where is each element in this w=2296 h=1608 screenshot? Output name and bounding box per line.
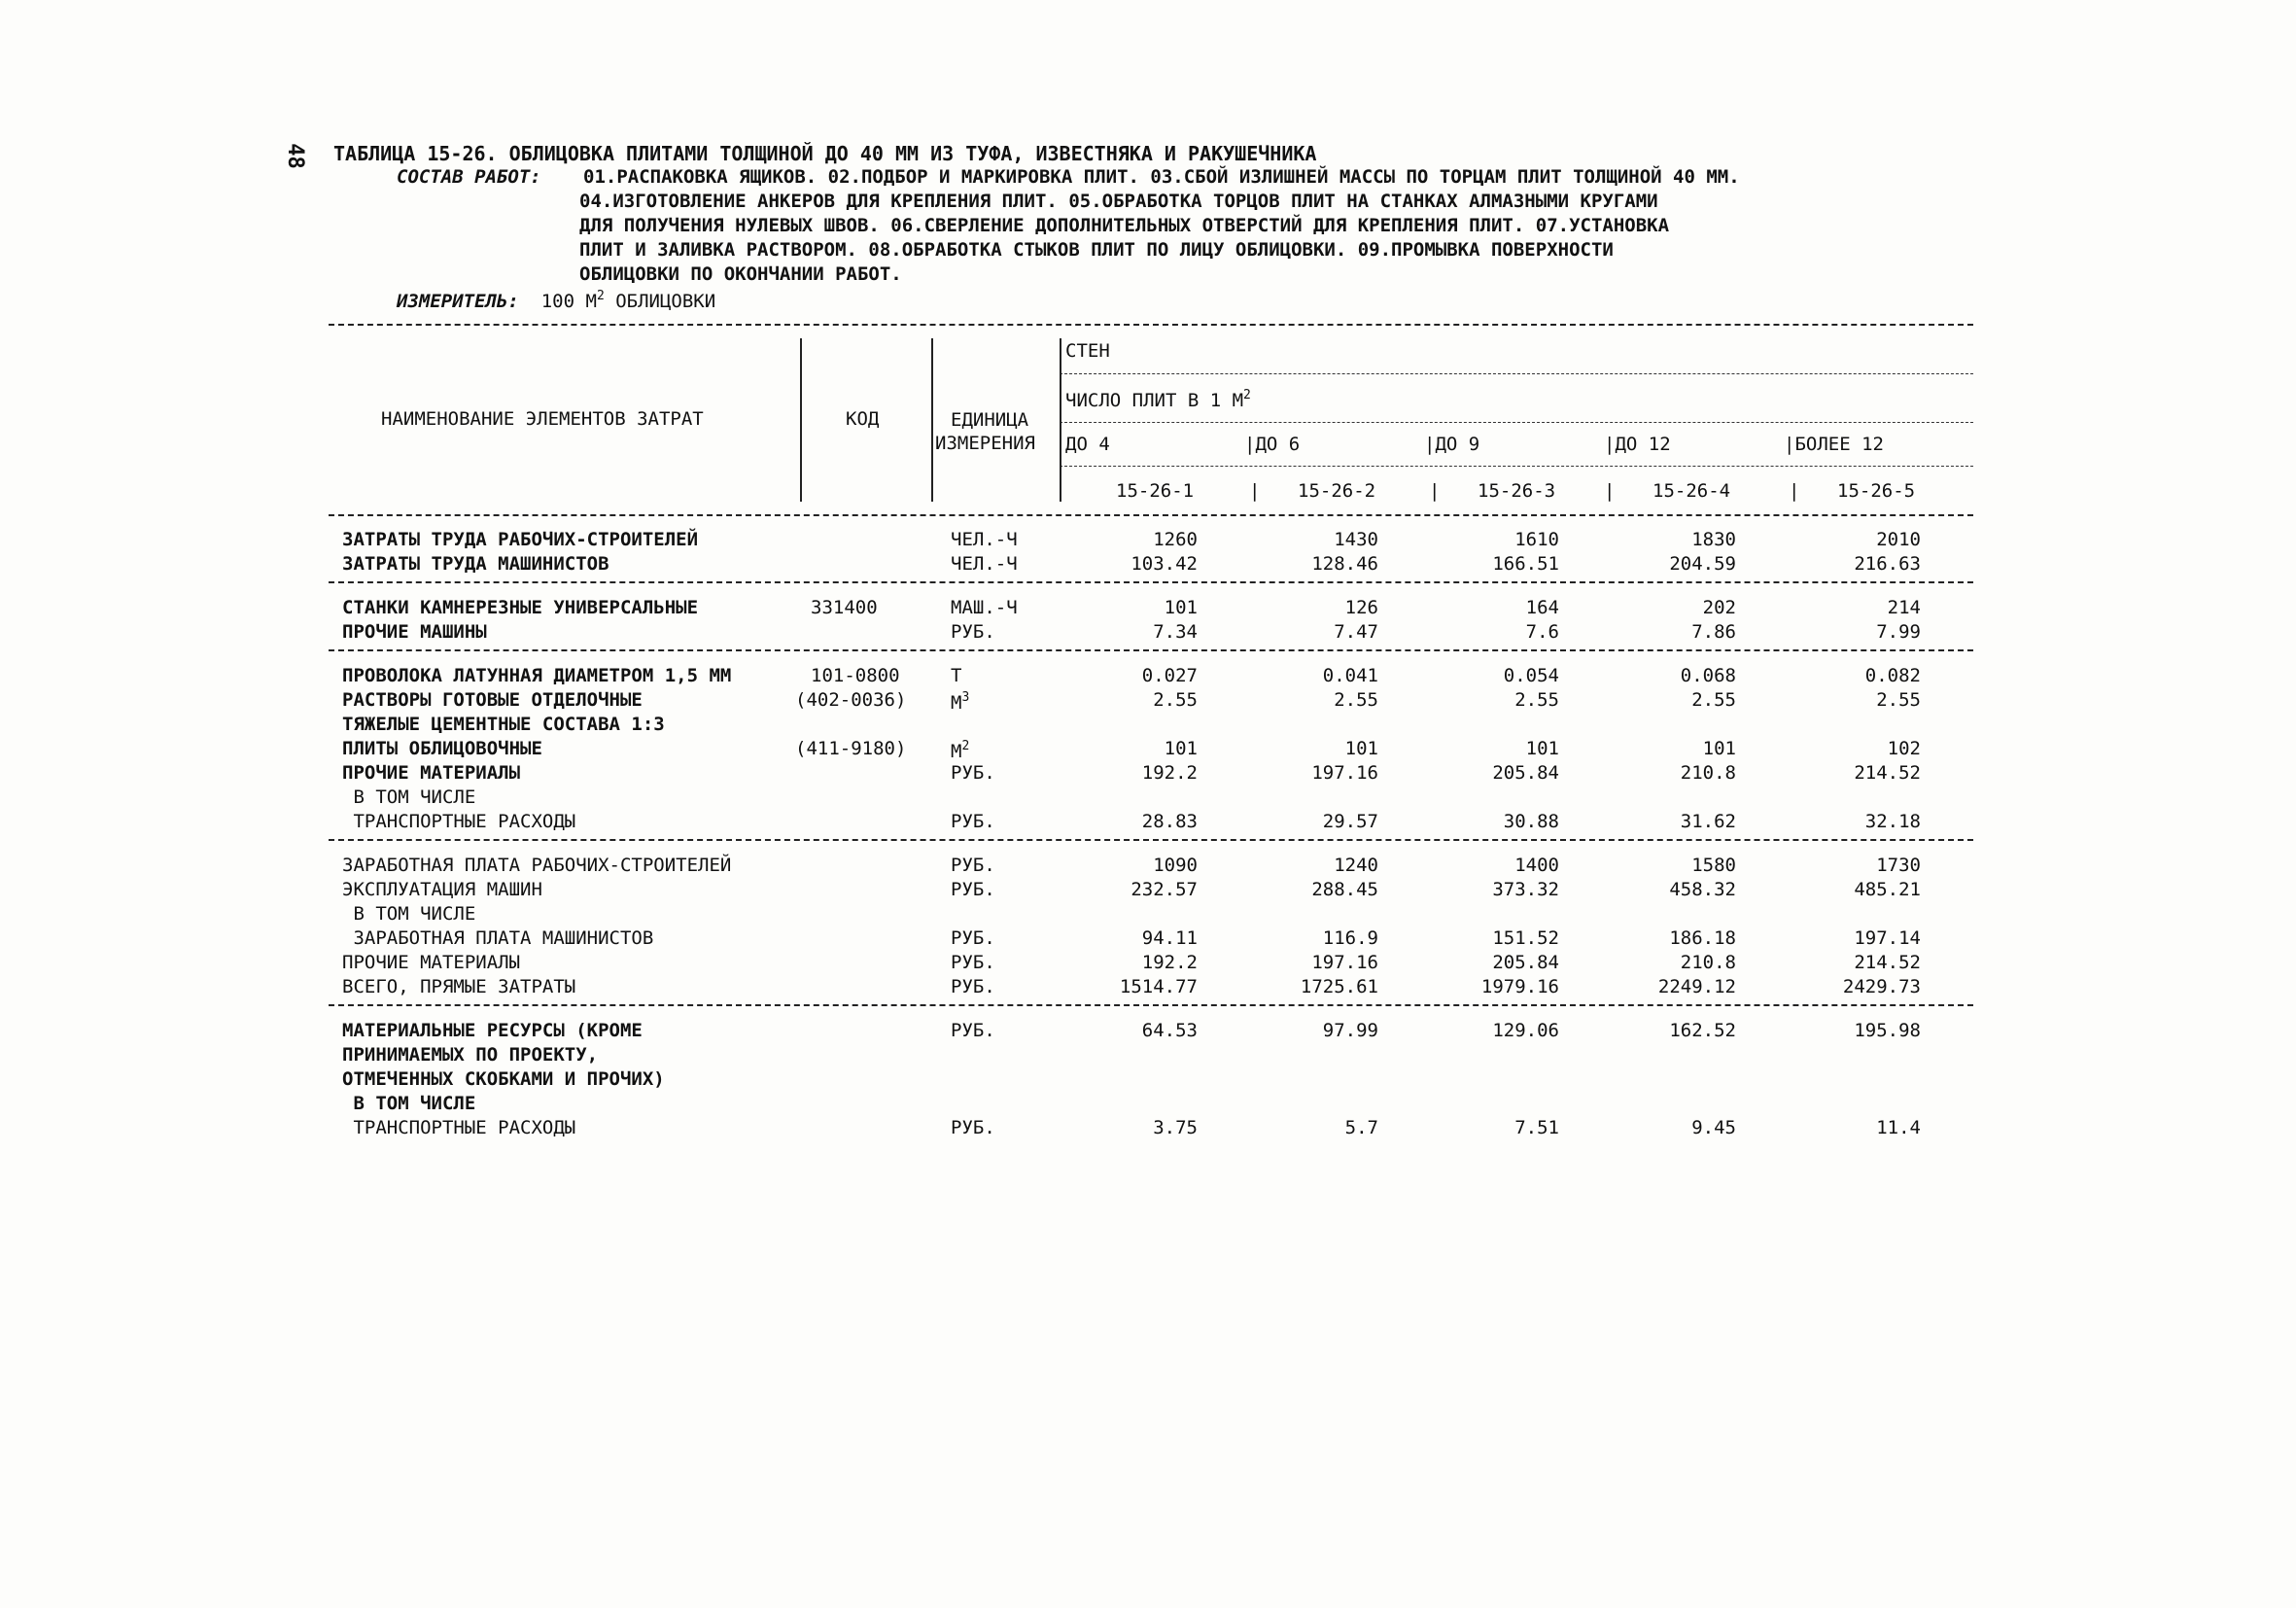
row-unit-text: МАШ.-Ч [951,597,1018,618]
work-line: 04.ИЗГОТОВЛЕНИЕ АНКЕРОВ ДЛЯ КРЕПЛЕНИЯ ПЛИТ. 05.ОБРАБОТКА ТОРЦОВ ПЛИТ НА СТАНКАХ АЛМАЗНЫМИ КРУГАМИ [579,191,1658,212]
header-range: |ДО 6 [1244,434,1301,455]
row-code: (411-9180) [795,738,907,759]
row-value: 0.054 [1503,665,1559,686]
header-bottom-rule [329,514,1973,516]
row-unit-text: РУБ. [951,879,995,900]
row-value: 205.84 [1492,952,1559,973]
row-unit-text: РУБ. [951,1117,995,1138]
section-rule [329,839,1973,841]
row-value: 94.11 [1141,927,1198,949]
row-code: 331400 [811,597,878,618]
row-name: РАСТВОРЫ ГОТОВЫЕ ОТДЕЛОЧНЫЕ [342,689,643,711]
row-value: 288.45 [1311,879,1378,900]
row-name: СТАНКИ КАМНЕРЕЗНЫЕ УНИВЕРСАЛЬНЫЕ [342,597,699,618]
header-code: 15-26-2 [1298,480,1376,502]
row-value: 0.068 [1680,665,1736,686]
header-divider-name [800,338,802,502]
row-value: 5.7 [1344,1117,1378,1138]
row-value: 2010 [1876,529,1921,550]
row-value: 11.4 [1876,1117,1921,1138]
row-name: МАТЕРИАЛЬНЫЕ РЕСУРСЫ (КРОМЕ [342,1020,643,1041]
row-name: ЗАТРАТЫ ТРУДА МАШИНИСТОВ [342,553,609,575]
row-unit [951,881,995,899]
row-unit [951,531,1018,549]
header-subgroup-sup: 2 [1243,388,1251,402]
row-unit [951,954,995,972]
row-value: 103.42 [1131,553,1198,575]
row-value: 1260 [1153,529,1198,550]
section-rule [329,581,1973,583]
row-value: 458.32 [1669,879,1736,900]
row-value: 29.57 [1322,811,1378,832]
row-unit-text: РУБ. [951,811,995,832]
row-value: 202 [1702,597,1736,618]
measure-sup: 2 [596,289,605,303]
row-name: ВСЕГО, ПРЯМЫЕ ЗАТРАТЫ [342,976,576,997]
header-name-col: НАИМЕНОВАНИЕ ЭЛЕМЕНТОВ ЗАТРАТ [381,408,704,430]
row-name: В ТОМ ЧИСЛЕ [342,787,476,808]
row-value: 192.2 [1141,762,1198,784]
row-value: 7.34 [1153,621,1198,643]
row-name: ЭКСПЛУАТАЦИЯ МАШИН [342,879,542,900]
row-unit [951,623,995,642]
section-rule [329,649,1973,651]
row-value: 9.45 [1691,1117,1736,1138]
row-value: 210.8 [1680,762,1736,784]
header-code-divider: | [1249,480,1261,502]
row-value: 232.57 [1131,879,1198,900]
row-unit [951,740,969,761]
row-value: 7.51 [1514,1117,1559,1138]
row-unit-sup: 2 [961,739,970,753]
work-line: 01.РАСПАКОВКА ЯЩИКОВ. 02.ПОДБОР И МАРКИРОВКА ПЛИТ. 03.СБОЙ ИЗЛИШНЕЙ МАССЫ ПО ТОРЦАМ ПЛИТ ТОЛЩИНОЙ 40 ММ. [583,166,1740,188]
header-rule-2 [1060,422,1973,423]
row-name: ОТМЕЧЕННЫХ СКОБКАМИ И ПРОЧИХ) [342,1068,665,1090]
row-unit [951,555,1018,574]
row-value: 116.9 [1322,927,1378,949]
row-name: ЗАРАБОТНАЯ ПЛАТА МАШИНИСТОВ [342,927,654,949]
row-value: 1610 [1514,529,1559,550]
row-unit [951,929,995,948]
row-value: 101 [1164,738,1198,759]
row-unit-text: РУБ. [951,1020,995,1041]
row-name: ПРОЧИЕ МАШИНЫ [342,621,487,643]
row-value: 101 [1702,738,1736,759]
row-value: 2.55 [1514,689,1559,711]
row-unit-text: РУБ. [951,952,995,973]
row-value: 216.63 [1854,553,1921,575]
header-code-divider: | [1789,480,1800,502]
row-value: 1725.61 [1300,976,1378,997]
row-unit-text: РУБ. [951,762,995,784]
header-divider-code [931,338,933,502]
row-value: 1090 [1153,855,1198,876]
row-value: 2.55 [1691,689,1736,711]
row-value: 2249.12 [1657,976,1736,997]
row-unit [951,1119,995,1137]
row-value: 126 [1344,597,1378,618]
row-name: ТРАНСПОРТНЫЕ РАСХОДЫ [342,811,576,832]
row-value: 2.55 [1334,689,1378,711]
row-unit-text: РУБ. [951,621,995,643]
row-code: (402-0036) [795,689,907,711]
header-rule-1 [1060,373,1973,374]
row-name: ПЛИТЫ ОБЛИЦОВОЧНЫЕ [342,738,542,759]
row-value: 1514.77 [1119,976,1198,997]
row-value: 214.52 [1854,952,1921,973]
row-value: 204.59 [1669,553,1736,575]
row-name: ПРОЧИЕ МАТЕРИАЛЫ [342,762,521,784]
row-value: 197.14 [1854,927,1921,949]
header-code-divider: | [1604,480,1616,502]
row-unit-sup: 3 [961,690,970,705]
row-value: 101 [1164,597,1198,618]
row-value: 32.18 [1864,811,1921,832]
row-value: 97.99 [1322,1020,1378,1041]
row-value: 197.16 [1311,762,1378,784]
row-value: 101 [1344,738,1378,759]
row-value: 166.51 [1492,553,1559,575]
header-range: |ДО 12 [1604,434,1671,455]
row-unit [951,1022,995,1040]
measure-line [397,290,715,311]
row-name: В ТОМ ЧИСЛЕ [342,1093,476,1114]
header-code: 15-26-1 [1116,480,1195,502]
row-name: ТЯЖЕЛЫЕ ЦЕМЕНТНЫЕ СОСТАВА 1:3 [342,714,665,735]
header-rule-3 [1060,466,1973,467]
row-value: 102 [1887,738,1921,759]
row-value: 485.21 [1854,879,1921,900]
row-value: 129.06 [1492,1020,1559,1041]
row-value: 30.88 [1503,811,1559,832]
row-value: 0.082 [1864,665,1921,686]
row-value: 1830 [1691,529,1736,550]
header-subgroup [1065,389,1251,410]
row-unit [951,813,995,831]
row-value: 186.18 [1669,927,1736,949]
row-value: 195.98 [1854,1020,1921,1041]
row-value: 64.53 [1141,1020,1198,1041]
row-value: 197.16 [1311,952,1378,973]
row-name: ПРОВОЛОКА ЛАТУННАЯ ДИАМЕТРОМ 1,5 ММ [342,665,732,686]
row-value: 128.46 [1311,553,1378,575]
row-name: ПРИНИМАЕМЫХ ПО ПРОЕКТУ, [342,1044,599,1066]
table-title: ТАБЛИЦА 15-26. ОБЛИЦОВКА ПЛИТАМИ ТОЛЩИНОЙ ДО 40 ММ ИЗ ТУФА, ИЗВЕСТНЯКА И РАКУШЕЧНИКА [333,142,1317,165]
section-rule [329,1004,1973,1006]
measure-tail: ОБЛИЦОВКИ [604,291,716,312]
work-line: ОБЛИЦОВКИ ПО ОКОНЧАНИИ РАБОТ. [579,263,902,285]
header-code-divider: | [1429,480,1441,502]
measure-label: ИЗМЕРИТЕЛЬ: [397,291,519,312]
row-value: 162.52 [1669,1020,1736,1041]
work-line: ДЛЯ ПОЛУЧЕНИЯ НУЛЕВЫХ ШВОВ. 06.СВЕРЛЕНИЕ ДОПОЛНИТЕЛЬНЫХ ОТВЕРСТИЙ ДЛЯ КРЕПЛЕНИЯ ПЛИТ. 07.УСТАНОВКА [579,215,1670,236]
row-value: 214 [1887,597,1921,618]
header-subgroup-text: ЧИСЛО ПЛИТ В 1 М [1065,390,1244,411]
row-unit-text: М [951,692,962,714]
row-value: 192.2 [1141,952,1198,973]
header-range: |ДО 9 [1424,434,1480,455]
row-unit-text: РУБ. [951,927,995,949]
row-unit [951,764,995,783]
header-top-rule [329,324,1973,326]
row-name: ЗАТРАТЫ ТРУДА РАБОЧИХ-СТРОИТЕЛЕЙ [342,529,699,550]
row-name: В ТОМ ЧИСЛЕ [342,903,476,925]
row-unit [951,691,969,713]
header-range: |БОЛЕЕ 12 [1784,434,1884,455]
row-value: 214.52 [1854,762,1921,784]
header-range: ДО 4 [1065,434,1110,455]
row-value: 2429.73 [1842,976,1921,997]
header-group: СТЕН [1065,340,1110,362]
row-value: 7.99 [1876,621,1921,643]
row-unit-text: Т [951,665,962,686]
row-value: 1240 [1334,855,1378,876]
row-value: 28.83 [1141,811,1198,832]
header-divider-unit [1060,338,1061,502]
header-code: 15-26-3 [1478,480,1556,502]
work-label: СОСТАВ РАБОТ: [397,166,541,188]
row-value: 373.32 [1492,879,1559,900]
row-value: 0.041 [1322,665,1378,686]
page-number: 48 [282,143,307,169]
header-code: 15-26-5 [1837,480,1916,502]
row-value: 101 [1525,738,1559,759]
measure-value: 100 М [540,291,597,312]
header-unit-col-1: ЕДИНИЦА [951,409,1029,431]
row-value: 3.75 [1153,1117,1198,1138]
row-value: 31.62 [1680,811,1736,832]
row-value: 205.84 [1492,762,1559,784]
row-unit-text: РУБ. [951,976,995,997]
row-unit [951,856,995,875]
row-unit [951,599,1018,617]
row-unit-text: М [951,741,962,762]
row-value: 2.55 [1876,689,1921,711]
row-value: 7.6 [1525,621,1559,643]
row-value: 164 [1525,597,1559,618]
row-name: ТРАНСПОРТНЫЕ РАСХОДЫ [342,1117,576,1138]
row-value: 1730 [1876,855,1921,876]
row-value: 1580 [1691,855,1736,876]
row-unit-text: РУБ. [951,855,995,876]
header-unit-col-2: ИЗМЕРЕНИЯ [935,433,1035,454]
row-unit-text: ЧЕЛ.-Ч [951,529,1018,550]
row-value: 1979.16 [1480,976,1559,997]
row-value: 151.52 [1492,927,1559,949]
row-code: 101-0800 [811,665,900,686]
row-value: 1400 [1514,855,1559,876]
row-value: 210.8 [1680,952,1736,973]
header-code: 15-26-4 [1652,480,1731,502]
row-unit-text: ЧЕЛ.-Ч [951,553,1018,575]
row-name: ПРОЧИЕ МАТЕРИАЛЫ [342,952,521,973]
header-code-col: КОД [846,408,880,430]
row-value: 7.47 [1334,621,1378,643]
row-unit [951,978,995,996]
row-name: ЗАРАБОТНАЯ ПЛАТА РАБОЧИХ-СТРОИТЕЛЕЙ [342,855,732,876]
row-value: 1430 [1334,529,1378,550]
row-value: 7.86 [1691,621,1736,643]
row-value: 0.027 [1141,665,1198,686]
work-line: ПЛИТ И ЗАЛИВКА РАСТВОРОМ. 08.ОБРАБОТКА СТЫКОВ ПЛИТ ПО ЛИЦУ ОБЛИЦОВКИ. 09.ПРОМЫВКА ПОВЕРХНОСТИ [579,239,1614,261]
row-value: 2.55 [1153,689,1198,711]
row-unit [951,667,961,685]
